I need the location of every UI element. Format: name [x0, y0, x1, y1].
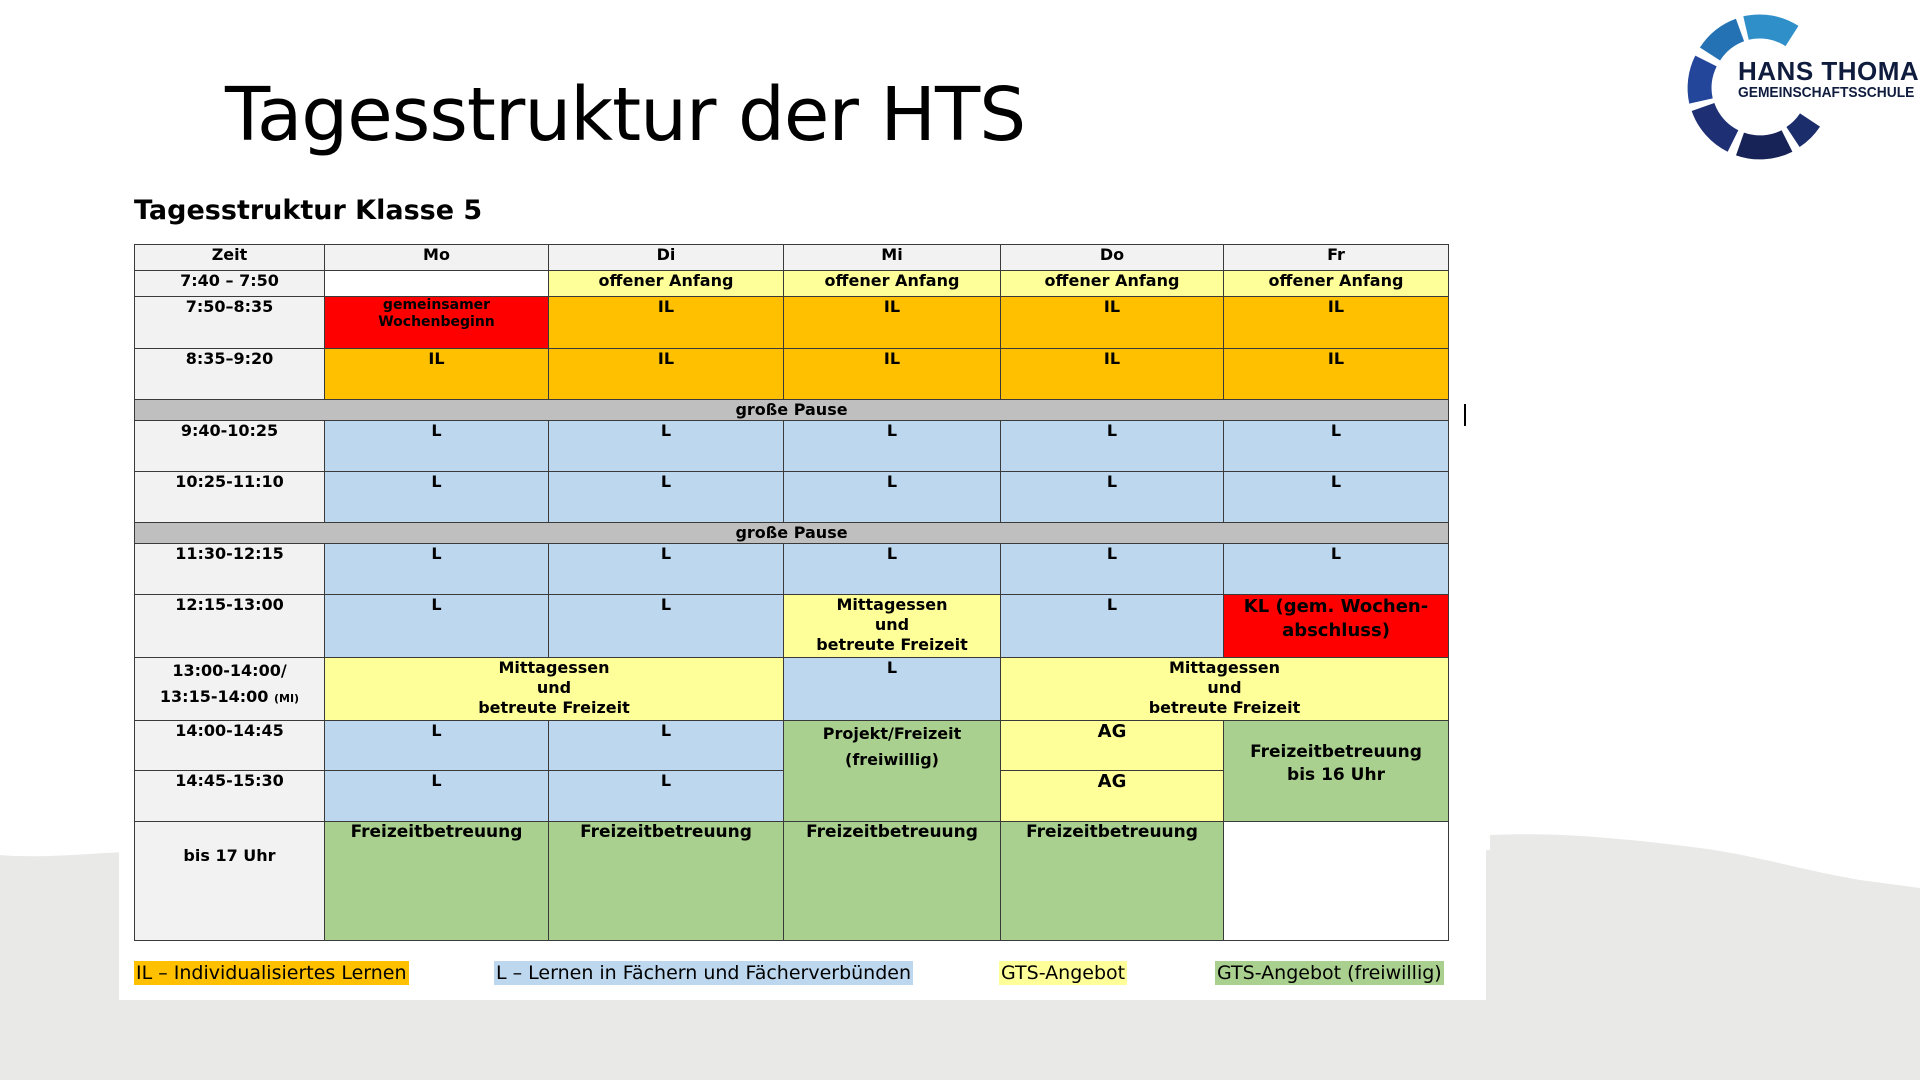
table-row	[135, 595, 1449, 658]
time-cell: bis 17 Uhr	[135, 822, 325, 941]
mittagessen-cell	[784, 595, 1001, 658]
l-cell: L	[549, 721, 784, 771]
cell-line: Mittagessen	[498, 658, 610, 677]
mittagessen-cell	[1001, 658, 1449, 721]
header-do: Do	[1001, 245, 1224, 271]
cell-line: Wochenbeginn	[378, 314, 495, 330]
pause-row	[135, 523, 1449, 544]
l-cell: L	[325, 544, 549, 595]
il-cell: IL	[549, 349, 784, 400]
l-cell: L	[549, 421, 784, 472]
time-line: 13:00-14:00/	[172, 661, 287, 680]
time-cell: 14:45-15:30	[135, 771, 325, 822]
table-row	[135, 721, 1449, 771]
schedule-subtitle: Tagesstruktur Klasse 5	[134, 195, 483, 226]
projekt-freizeit-cell	[784, 721, 1001, 822]
il-cell: IL	[549, 297, 784, 349]
l-cell: L	[325, 421, 549, 472]
legend-gts: GTS-Angebot	[1001, 962, 1126, 984]
cell-line: gemeinsamer	[382, 297, 491, 313]
header-mi: Mi	[784, 245, 1001, 271]
cell-line: betreute Freizeit	[478, 698, 630, 717]
il-cell: IL	[784, 297, 1001, 349]
cell-line: und	[536, 678, 572, 697]
ag-cell: AG	[1001, 721, 1224, 771]
legend-gts-freiwillig: GTS-Angebot (freiwillig)	[1217, 962, 1442, 984]
pause-row	[135, 400, 1449, 421]
cell-line: bis 16 Uhr	[1287, 765, 1385, 785]
gemeinsamer-wochenbeginn-cell	[325, 297, 549, 349]
klassenlehrer-cell	[1224, 595, 1449, 658]
grosse-pause-cell: große Pause	[135, 400, 1449, 421]
table-row	[135, 658, 1449, 721]
table-row	[135, 349, 1449, 400]
l-cell: L	[549, 472, 784, 523]
table-row	[135, 271, 1449, 297]
time-cell: 12:15-13:00	[135, 595, 325, 658]
il-cell: IL	[1224, 297, 1449, 349]
header-fr: Fr	[1224, 245, 1449, 271]
time-line	[135, 684, 324, 712]
cell-line: und	[874, 615, 910, 634]
l-cell: L	[325, 721, 549, 771]
il-cell: IL	[1001, 349, 1224, 400]
l-cell: L	[784, 544, 1001, 595]
il-cell: IL	[784, 349, 1001, 400]
l-cell: L	[784, 472, 1001, 523]
empty-cell	[1224, 822, 1449, 941]
table-row	[135, 822, 1449, 941]
cell-line: Projekt/Freizeit	[822, 724, 962, 743]
l-cell: L	[325, 595, 549, 658]
l-cell: L	[549, 544, 784, 595]
logo-text-name: HANS THOMA	[1738, 56, 1920, 86]
freizeitbetreuung-16-cell	[1224, 721, 1449, 822]
freizeitbetreuung-cell: Freizeitbetreuung	[325, 822, 549, 941]
il-cell: IL	[1224, 349, 1449, 400]
offener-anfang-cell: offener Anfang	[1001, 271, 1224, 297]
time-cell	[135, 658, 325, 721]
text-cursor	[1464, 404, 1466, 426]
header-di: Di	[549, 245, 784, 271]
l-cell: L	[325, 472, 549, 523]
l-cell: L	[549, 771, 784, 822]
table-row	[135, 421, 1449, 472]
cell-line: Freizeitbetreuung	[1250, 742, 1422, 762]
l-cell: L	[1224, 544, 1449, 595]
time-text: 13:15-14:00	[159, 687, 269, 706]
l-cell: L	[1001, 421, 1224, 472]
cell-line: Mittagessen	[836, 595, 948, 614]
l-cell: L	[325, 771, 549, 822]
table-row	[135, 544, 1449, 595]
time-cell: 10:25-11:10	[135, 472, 325, 523]
l-cell: L	[1001, 544, 1224, 595]
logo-text-school: GEMEINSCHAFTSSCHULE	[1738, 84, 1915, 101]
mi-note: (MI)	[273, 692, 300, 705]
freizeitbetreuung-cell: Freizeitbetreuung	[784, 822, 1001, 941]
offener-anfang-cell: offener Anfang	[1224, 271, 1449, 297]
header-mo: Mo	[325, 245, 549, 271]
freizeitbetreuung-cell: Freizeitbetreuung	[1001, 822, 1224, 941]
l-cell: L	[549, 595, 784, 658]
time-cell: 9:40-10:25	[135, 421, 325, 472]
l-cell: L	[784, 658, 1001, 721]
legend-il: IL – Individualisiertes Lernen	[136, 962, 407, 984]
cell-line: abschluss)	[1282, 620, 1390, 641]
header-row	[135, 245, 1449, 271]
mittagessen-cell	[325, 658, 784, 721]
schedule-table	[134, 244, 1449, 941]
time-cell: 7:50–8:35	[135, 297, 325, 349]
freizeitbetreuung-cell: Freizeitbetreuung	[549, 822, 784, 941]
time-cell: 11:30-12:15	[135, 544, 325, 595]
offener-anfang-cell: offener Anfang	[784, 271, 1001, 297]
empty-cell	[325, 271, 549, 297]
header-zeit: Zeit	[135, 245, 325, 271]
il-cell: IL	[1001, 297, 1224, 349]
cell-line: (freiwillig)	[845, 750, 939, 769]
time-cell: 7:40 – 7:50	[135, 271, 325, 297]
cell-line: betreute Freizeit	[816, 635, 968, 654]
l-cell: L	[784, 421, 1001, 472]
cell-line: und	[1207, 678, 1242, 697]
legend-l: L – Lernen in Fächern und Fächerverbünden	[496, 962, 912, 984]
l-cell: L	[1224, 421, 1449, 472]
time-cell: 8:35–9:20	[135, 349, 325, 400]
grosse-pause-cell: große Pause	[135, 523, 1449, 544]
cell-line: betreute Freizeit	[1148, 698, 1301, 717]
ag-cell: AG	[1001, 771, 1224, 822]
table-row	[135, 472, 1449, 523]
cell-line: Mittagessen	[1168, 658, 1281, 677]
table-row	[135, 297, 1449, 349]
offener-anfang-cell: offener Anfang	[549, 271, 784, 297]
time-cell: 14:00-14:45	[135, 721, 325, 771]
cell-line: KL (gem. Wochen-	[1243, 596, 1429, 617]
l-cell: L	[1001, 595, 1224, 658]
l-cell: L	[1001, 472, 1224, 523]
slide-title: Tagesstruktur der HTS	[225, 72, 1026, 158]
il-cell: IL	[325, 349, 549, 400]
l-cell: L	[1224, 472, 1449, 523]
